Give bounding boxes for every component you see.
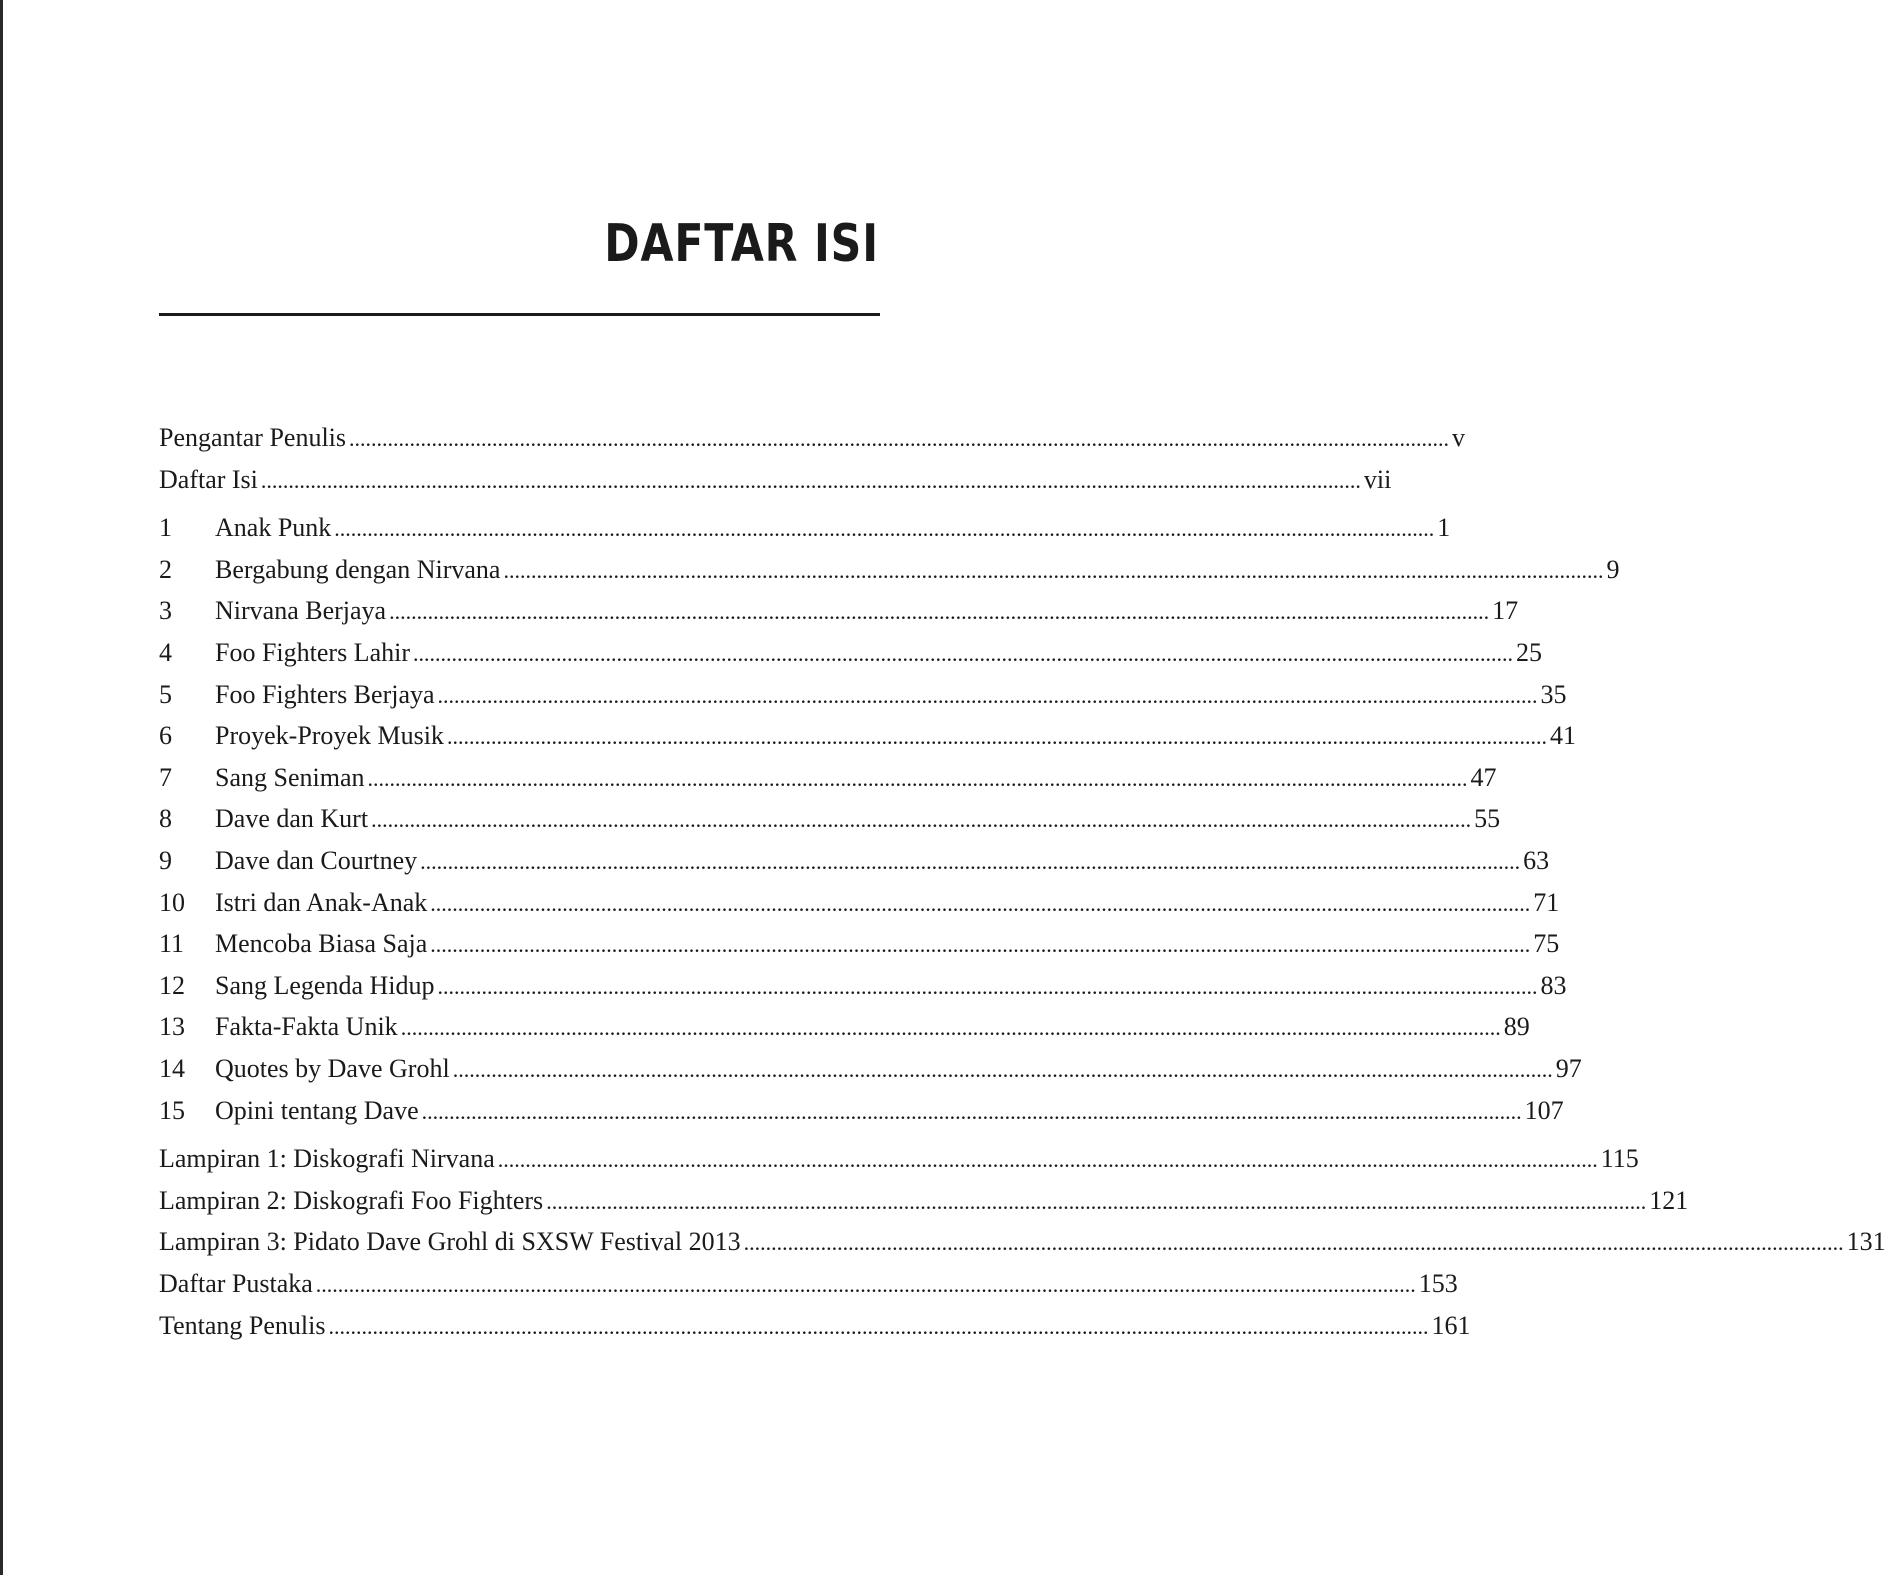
toc-leader-dots: ........................................................................................................................................................................................................: [367, 765, 1468, 791]
toc-entry: [159, 883, 1560, 923]
toc-entry-label: Istri dan Anak-Anak: [215, 887, 428, 917]
page-title: DAFTAR ISI: [604, 214, 879, 274]
toc-page-number: 17: [1492, 596, 1519, 626]
toc-page-number: 9: [1606, 554, 1620, 584]
toc-entry-label: Quotes by Dave Grohl: [215, 1054, 450, 1083]
toc-page-number: 75: [1533, 929, 1560, 959]
toc-entry-label: Sang Seniman: [215, 762, 365, 792]
toc-entry: [159, 1091, 1564, 1131]
toc-entry-label: Fakta-Fakta Unik: [215, 1012, 398, 1042]
toc-chapter-number: 13: [159, 1012, 185, 1042]
toc-leader-dots: ........................................................................................................................................................................................................: [328, 1313, 1429, 1339]
toc-page-number: 25: [1516, 638, 1542, 667]
toc-leader-dots: ........................................................................................................................................................................................................: [420, 849, 1521, 874]
toc-entry: [159, 1181, 1689, 1221]
toc-entry: [159, 460, 1392, 500]
toc-leader-dots: ........................................................................................................................................................................................................: [430, 932, 1531, 958]
toc-entry: [159, 841, 1550, 881]
toc-leader-dots: ........................................................................................................................................................................................................: [334, 516, 1435, 542]
toc-page-number: 35: [1540, 679, 1567, 709]
toc-chapter-number: 9: [159, 846, 172, 875]
toc-leader-dots: ........................................................................................................................................................................................................: [315, 1272, 1416, 1297]
toc-leader-dots: ........................................................................................................................................................................................................: [260, 467, 1361, 493]
toc-leader-dots: ........................................................................................................................................................................................................: [452, 1057, 1553, 1082]
toc-entry-label: Dave dan Courtney: [215, 846, 418, 875]
toc-entry-label: Anak Punk: [215, 513, 332, 543]
toc-page-number: 161: [1431, 1310, 1471, 1340]
toc-chapter-number: 2: [159, 554, 172, 584]
toc-leader-dots: ........................................................................................................................................................................................................: [371, 807, 1472, 833]
toc-chapter-number: 7: [159, 762, 172, 792]
toc-entry: [159, 1222, 1886, 1262]
toc-entry: [159, 1139, 1639, 1179]
toc-chapter-number: 14: [159, 1054, 185, 1083]
toc-entry-label: Lampiran 2: Diskografi Foo Fighters: [159, 1185, 544, 1215]
toc-leader-dots: ........................................................................................................................................................................................................: [413, 641, 1513, 666]
toc-entry-label: Foo Fighters Berjaya: [215, 679, 435, 709]
toc-entry-label: Proyek-Proyek Musik: [215, 721, 444, 751]
toc-entry-label: Lampiran 1: Diskografi Nirvana: [159, 1144, 495, 1174]
toc-page-number: 97: [1555, 1054, 1582, 1083]
toc-page-number: 47: [1470, 762, 1497, 792]
toc-chapter-number: 5: [159, 679, 172, 709]
toc-entry-label: Daftar Isi: [159, 464, 258, 494]
toc-entry: [159, 758, 1497, 798]
toc-page-number: v: [1452, 423, 1466, 452]
toc-entry: [159, 1264, 1458, 1304]
toc-entry: [159, 716, 1576, 756]
toc-page-number: 41: [1549, 721, 1576, 751]
title-divider: [159, 313, 880, 316]
toc-entry: [159, 799, 1501, 839]
toc-page-number: 63: [1523, 846, 1550, 875]
toc-page-number: 131: [1846, 1227, 1886, 1257]
toc-page-number: 71: [1533, 887, 1560, 917]
toc-entry-label: Opini tentang Dave: [215, 1095, 419, 1125]
toc-entry-label: Dave dan Kurt: [215, 804, 369, 834]
toc-leader-dots: ........................................................................................................................................................................................................: [437, 973, 1538, 999]
toc-entry-label: Daftar Pustaka: [159, 1269, 313, 1298]
toc-page-number: 55: [1474, 804, 1501, 834]
toc-leader-dots: ........................................................................................................................................................................................................: [400, 1015, 1501, 1041]
toc-entry-label: Pengantar Penulis: [159, 423, 347, 452]
toc-leader-dots: ........................................................................................................................................................................................................: [503, 557, 1604, 583]
toc-entry: [159, 591, 1519, 631]
toc-leader-dots: ........................................................................................................................................................................................................: [497, 1147, 1598, 1173]
toc-entry: [159, 675, 1567, 715]
toc-leader-dots: ........................................................................................................................................................................................................: [421, 1098, 1522, 1124]
toc-chapter-number: 11: [159, 929, 185, 959]
toc-chapter-number: 1: [159, 513, 172, 543]
toc-chapter-number: 3: [159, 596, 172, 626]
toc-entry: [159, 966, 1567, 1006]
toc-chapter-number: 8: [159, 804, 172, 834]
toc-page-number: vii: [1363, 464, 1392, 494]
toc-leader-dots: ........................................................................................................................................................................................................: [546, 1188, 1647, 1214]
toc-chapter-number: 6: [159, 721, 172, 751]
toc-page-number: 115: [1600, 1144, 1639, 1174]
toc-entry-label: Nirvana Berjaya: [215, 596, 387, 626]
toc-entry-label: Sang Legenda Hidup: [215, 970, 435, 1000]
toc-entry: [159, 1306, 1471, 1346]
toc-page-number: 121: [1649, 1185, 1689, 1215]
toc-entry: [159, 1007, 1530, 1047]
toc-entry: [159, 550, 1620, 590]
toc-leader-dots: ........................................................................................................................................................................................................: [446, 724, 1547, 750]
toc-chapter-number: 4: [159, 638, 172, 667]
toc-entry-label: Bergabung dengan Nirvana: [215, 554, 501, 584]
toc-entry: [159, 633, 1542, 673]
toc-leader-dots: ........................................................................................................................................................................................................: [430, 890, 1531, 916]
toc-entry-label: Mencoba Biasa Saja: [215, 929, 428, 959]
toc-leader-dots: ........................................................................................................................................................................................................: [437, 682, 1538, 708]
toc-entry-label: Lampiran 3: Pidato Dave Grohl di SXSW Festival 2013: [159, 1227, 741, 1257]
toc-page-number: 89: [1503, 1012, 1530, 1042]
toc-entry: [159, 418, 1466, 458]
toc-page-number: 153: [1418, 1269, 1458, 1298]
toc-chapter-number: 10: [159, 887, 185, 917]
toc-leader-dots: ........................................................................................................................................................................................................: [349, 426, 1450, 451]
toc-page-number: 1: [1437, 513, 1451, 543]
toc-chapter-number: 12: [159, 970, 185, 1000]
toc-page-number: 83: [1540, 970, 1567, 1000]
toc-page-number: 107: [1524, 1095, 1564, 1125]
toc-entry-label: Tentang Penulis: [159, 1310, 326, 1340]
toc-entry: [159, 1049, 1582, 1089]
toc-entry-label: Foo Fighters Lahir: [215, 638, 410, 667]
toc-leader-dots: ........................................................................................................................................................................................................: [389, 599, 1490, 625]
toc-entry: [159, 508, 1451, 548]
toc-chapter-number: 15: [159, 1095, 185, 1125]
toc-entry: [159, 924, 1560, 964]
toc-leader-dots: ........................................................................................................................................................................................................: [743, 1230, 1844, 1256]
